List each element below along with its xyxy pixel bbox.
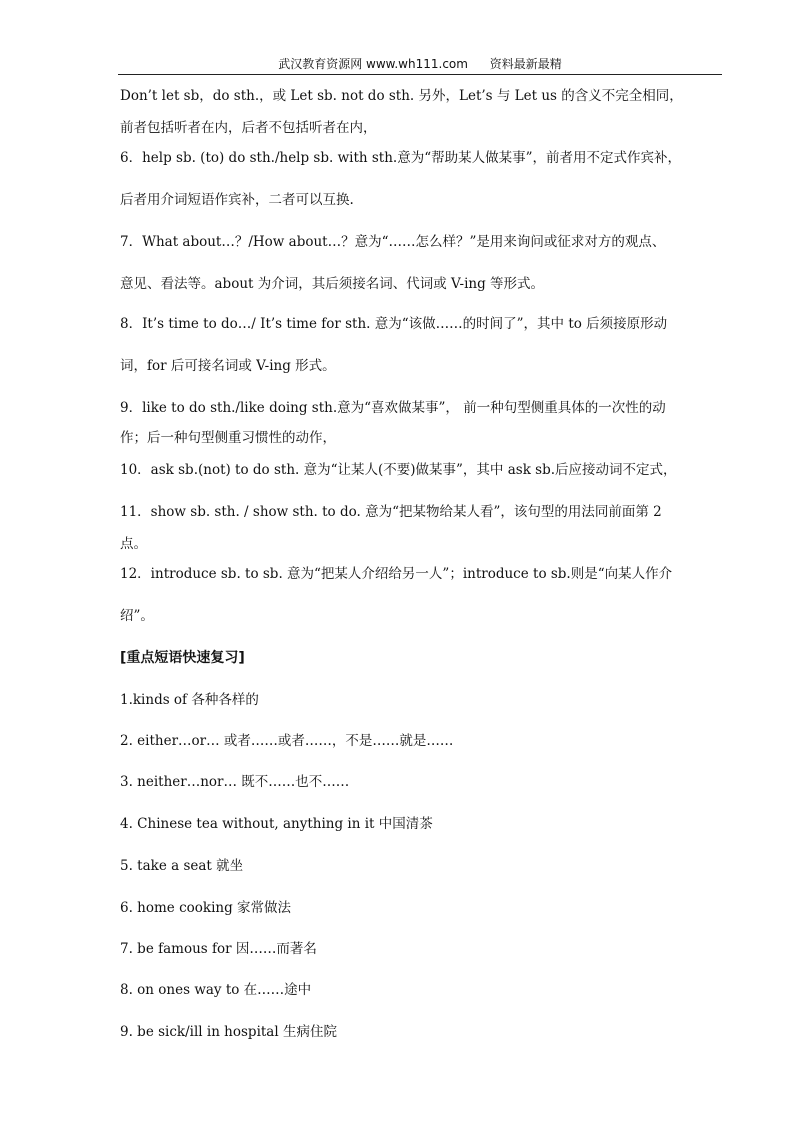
- phrase-item: 4. Chinese tea without, anything in it 中国清茶: [120, 816, 433, 832]
- section-title: [重点短语快速复习]: [120, 650, 245, 666]
- text-line: 意见、看法等。about 为介词，其后须接名词、代词或 V-ing 等形式。: [120, 276, 545, 292]
- text-line: 11．show sb. sth. / show sth. to do. 意为“把某物给某人看”，该句型的用法同前面第 2: [120, 504, 662, 520]
- text-line: 7．What about…？/How about…？意为“……怎么样？”是用来询问或征求对方的观点、: [120, 234, 666, 250]
- text-line: 点。: [120, 536, 147, 552]
- page-header: [118, 54, 722, 75]
- phrase-item: 8. on ones way to 在……途中: [120, 982, 312, 998]
- text-line: 前者包括听者在内，后者不包括听者在内，: [120, 120, 377, 136]
- header-site: 武汉教育资源网 www.wh111.com: [278, 57, 468, 71]
- text-line: 作；后一种句型侧重习惯性的动作，: [120, 430, 336, 446]
- text-line: Don’t let sb，do sth.，或 Let sb. not do sth. 另外，Let’s 与 Let us 的含义不完全相同，: [120, 88, 683, 104]
- phrase-item: 5. take a seat 就坐: [120, 858, 244, 874]
- text-line: 9．like to do sth./like doing sth.意为“喜欢做某事”， 前一种句型侧重具体的一次性的动: [120, 400, 666, 416]
- phrase-item: 2. either…or… 或者……或者……，不是……就是……: [120, 733, 454, 749]
- phrase-item: 6. home cooking 家常做法: [120, 900, 292, 916]
- phrase-item: 3. neither…nor… 既不……也不……: [120, 774, 350, 790]
- text-line: 6．help sb. (to) do sth./help sb. with sth.意为“帮助某人做某事”，前者用不定式作宾补，: [120, 150, 682, 166]
- text-line: 12．introduce sb. to sb. 意为“把某人介绍给另一人”；introduce to sb.则是“向某人作介: [120, 566, 673, 582]
- text-line: 8．It’s time to do…/ It’s time for sth. 意为“该做……的时间了”，其中 to 后须接原形动: [120, 316, 668, 332]
- text-line: 后者用介词短语作宾补，二者可以互换.: [120, 192, 354, 208]
- text-line: 绍”。: [120, 608, 154, 624]
- phrase-item: 7. be famous for 因……而著名: [120, 941, 317, 957]
- header-tagline: 资料最新最精: [489, 57, 562, 71]
- text-line: 10．ask sb.(not) to do sth. 意为“让某人(不要)做某事”，其中 ask sb.后应接动词不定式，: [120, 462, 677, 478]
- text-line: 词，for 后可接名词或 V-ing 形式。: [120, 358, 336, 374]
- phrase-item: 9. be sick/ill in hospital 生病住院: [120, 1024, 337, 1040]
- phrase-item: 1.kinds of 各种各样的: [120, 692, 259, 708]
